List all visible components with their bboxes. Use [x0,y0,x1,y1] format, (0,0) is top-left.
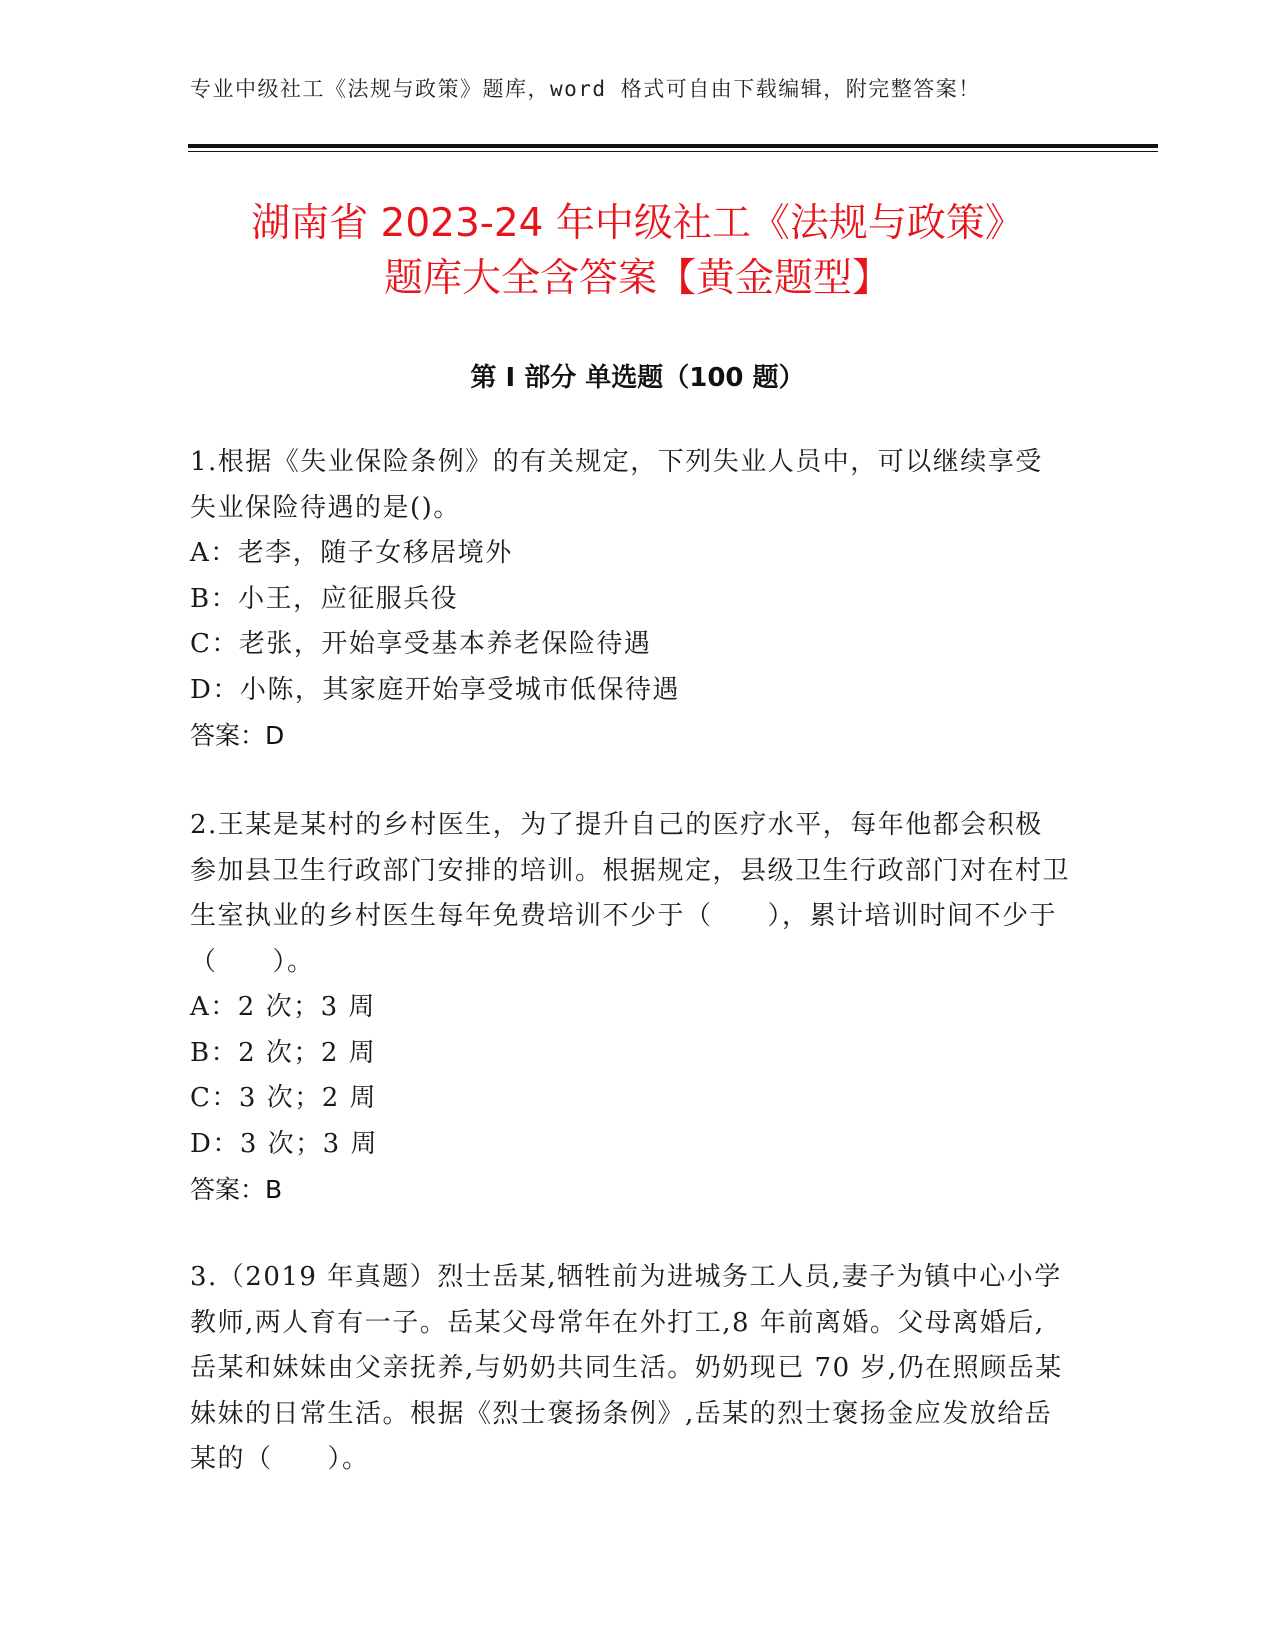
question-stem: 2.王某是某村的乡村医生，为了提升自己的医疗水平，每年他都会积极参加县卫生行政部门安排的培训。根据规定，县级卫生行政部门对在村卫生室执业的乡村医生每年免费培训不少于（ ），累计培训时间不少于（ ）。 [190,810,1071,977]
section-heading: 第 I 部分 单选题（100 题） [470,363,805,393]
document-title [150,196,1125,306]
page-header-text: 专业中级社工《法规与政策》题库，word 格式可自由下载编辑，附完整答案！ [190,77,981,101]
header-divider-thick [188,144,1158,148]
question-stem: 3.（2019 年真题）烈士岳某,牺牲前为进城务工人员,妻子为镇中心小学教师,两人育有一子。岳某父母常年在外打工,8 年前离婚。父母离婚后,岳某和妹妹由父亲抚养,与奶奶共同生活。奶奶现已 70 岁,仍在照顾岳某妹妹的日常生活。根据《烈士褒扬条例》,岳某的烈士褒扬金应发放给岳某的（ ）。 [190,1262,1063,1474]
option-b: B：小王，应征服兵役 [190,583,459,614]
answer-label: 答案：B [190,1175,283,1204]
question-stem: 1.根据《失业保险条例》的有关规定，下列失业人员中，可以继续享受失业保险待遇的是()。 [190,447,1043,523]
question-block [190,803,1070,1213]
option-a: A：老李，随子女移居境外 [190,538,513,568]
answer-label: 答案：D [190,721,285,750]
option-c: C：3 次；2 周 [190,1083,378,1113]
option-d: D：3 次；3 周 [190,1128,378,1159]
header-divider-thin [188,151,1158,152]
option-b: B：2 次；2 周 [190,1037,377,1068]
option-c: C：老张，开始享受基本养老保险待遇 [190,629,652,659]
title-line-1: 湖南省 2023-24 年中级社工《法规与政策》 [251,201,1024,246]
question-block [190,440,1070,759]
option-d: D：小陈，其家庭开始享受城市低保待遇 [190,674,680,705]
title-line-2: 题库大全含答案【黄金题型】 [383,256,891,301]
option-a: A：2 次；3 周 [190,992,376,1022]
question-block [190,1255,1070,1483]
